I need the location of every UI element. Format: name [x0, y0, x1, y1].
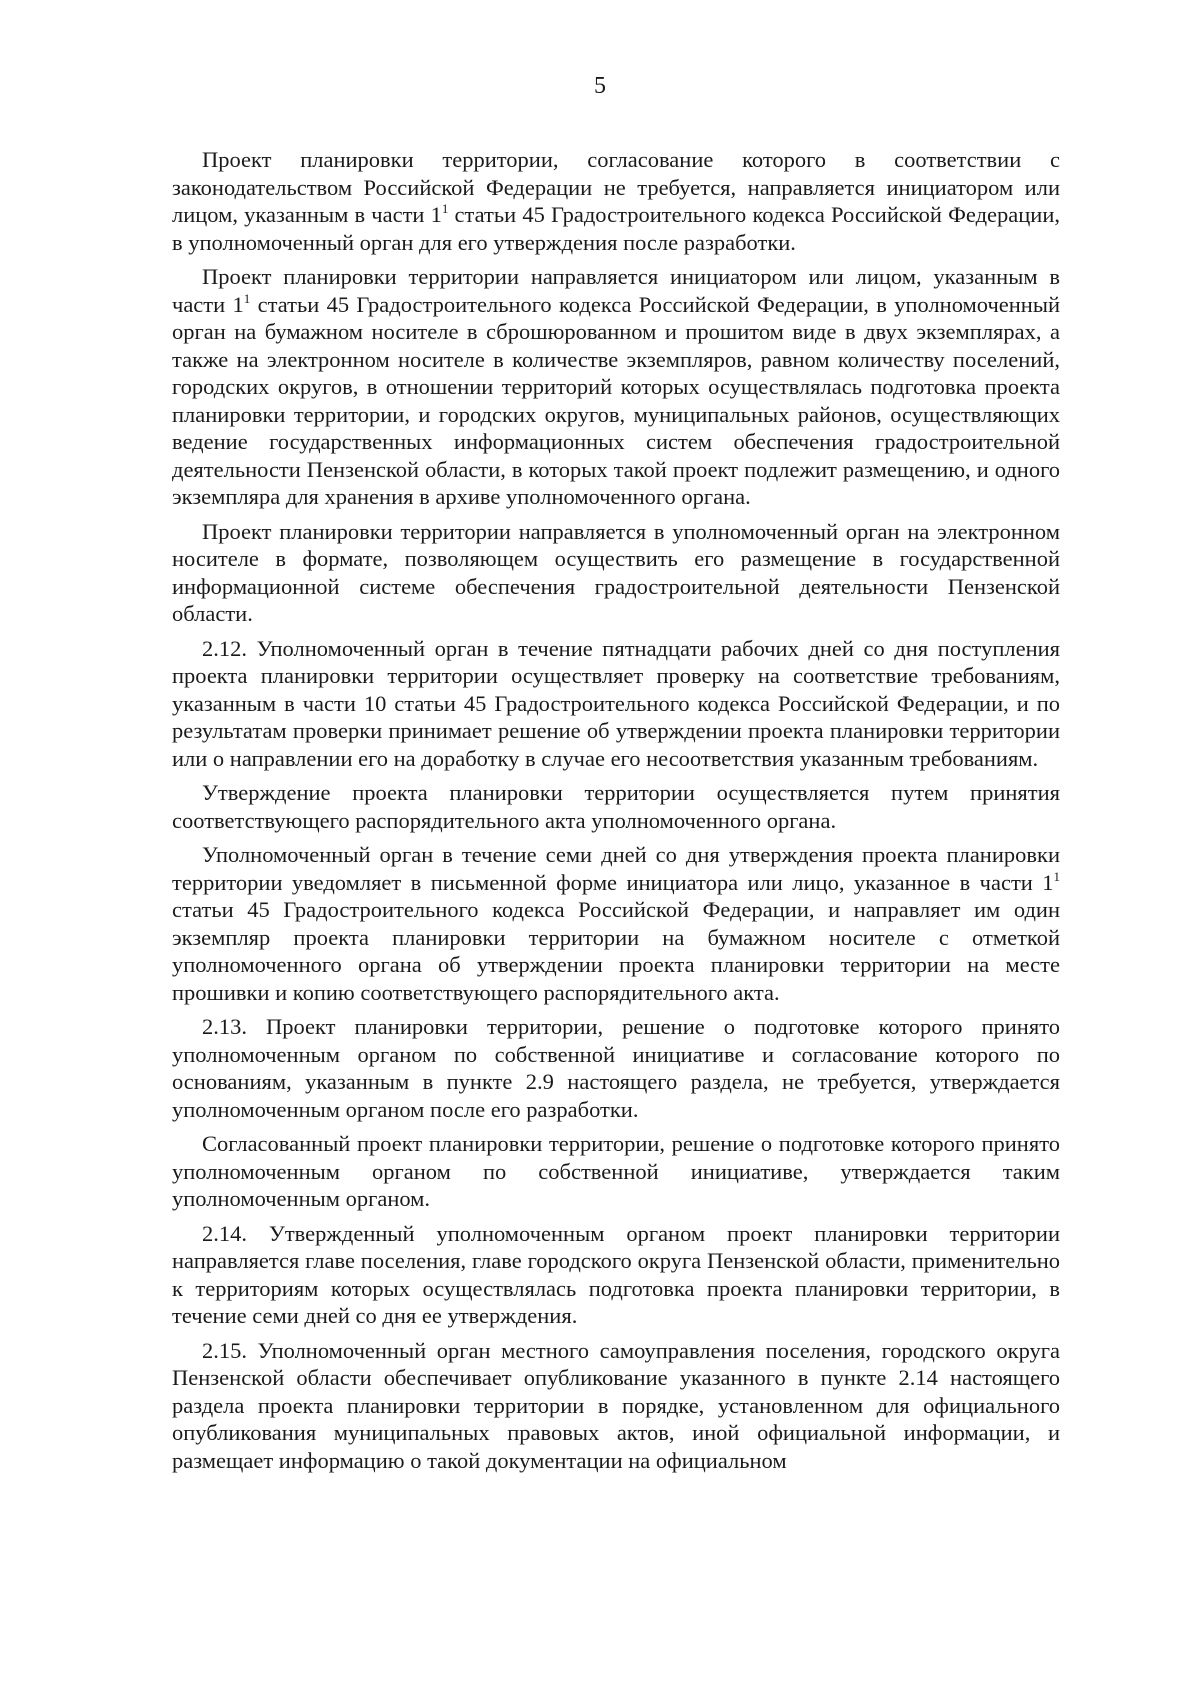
- superscript: 1: [441, 201, 449, 216]
- paragraph-2-12: 2.12. Уполномоченный орган в течение пятнадцати рабочих дней со дня поступления проекта планировки территории осуществляет проверку на соответствие требованиям, указанным в части 10 статьи 45 Градостроительного кодекса Российской Федерации, и по результатам проверки принимает решение об утверждении проекта планировки территории или о направлении его на доработку в случае его несоответствия указанным требованиям.: [172, 635, 1060, 771]
- paragraph-2-15: 2.15. Уполномоченный орган местного самоуправления поселения, городского округа Пензенской области обеспечивает опубликование указанного в пункте 2.14 настоящего раздела проекта планировки территории в порядке, установленном для официального опубликования муниципальных правовых актов, иной официальной информации, и размещает информацию о такой документации на официальном: [172, 1337, 1060, 1473]
- paragraph-1: Проект планировки территории, согласование которого в соответствии с законодательством Российской Федерации не требуется, направляется инициатором или лицом, указанным в части $1^1$ статьи 45 Градостроительного кодекса Российской Федерации, в уполномоченный орган для его утверждения после разработки.: [172, 147, 1061, 255]
- superscript: 1: [1053, 868, 1060, 884]
- paragraph-2: Проект планировки территории направляется инициатором или лицом, указанным в части $1^1$ статьи 45 Градостроительного кодекса Российской Федерации, в уполномоченный орган на бумажном носителе в сброшюрованном и прошитом виде в двух экземплярах, а также на электронном носителе в количестве экземпляров, равном количеству поселений, городских округов, в отношении территорий которых осуществлялась подготовка проекта планировки территории, и городских округов, муниципальных районов, осуществляющих ведение государственных информационных систем обеспечения градостроительной деятельности Пензенской области, в которых такой проект подлежит размещению, и одного экземпляра для хранения в архиве уполномоченного органа.: [172, 264, 1060, 509]
- paragraph-8: Согласованный проект планировки территории, решение о подготовке которого принято уполномоченным органом по собственной инициативе, утверждается таким уполномоченным органом.: [172, 1131, 1060, 1211]
- paragraph-2-14: 2.14. Утвержденный уполномоченным органом проект планировки территории направляется главе поселения, главе городского округа Пензенской области, применительно к территориям которых осуществлялась подготовка проекта планировки территории, в течение семи дней со дня ее утверждения.: [172, 1220, 1060, 1328]
- document-body: [172, 146, 1060, 1481]
- paragraph-3: Проект планировки территории направляется в уполномоченный орган на электронном носителе в формате, позволяющем осуществить его размещение в государственной информационной системе обеспечения градостроительной деятельности Пензенской области.: [172, 518, 1060, 626]
- paragraph-6: Уполномоченный орган в течение семи дней со дня утверждения проекта планировки территории уведомляет в письменной форме инициатора или лицо, указанное в части $1^1$ статьи 45 Градостроительного кодекса Российской Федерации, и направляет им один экземпляр проекта планировки территории на бумажном носителе с отметкой уполномоченного органа об утверждении проекта планировки территории на месте прошивки и копию соответствующего распорядительного акта.: [172, 842, 1060, 1005]
- page-number: 5: [594, 73, 606, 99]
- paragraph-5: Утверждение проекта планировки территории осуществляется путем принятия соответствующего распорядительного акта уполномоченного органа.: [172, 780, 1060, 833]
- paragraph-2-13: 2.13. Проект планировки территории, решение о подготовке которого принято уполномоченным органом по собственной инициативе и согласование которого по основаниям, указанным в пункте 2.9 настоящего раздела, не требуется, утверждается уполномоченным органом после его разработки.: [172, 1014, 1060, 1122]
- superscript: 1: [243, 290, 251, 306]
